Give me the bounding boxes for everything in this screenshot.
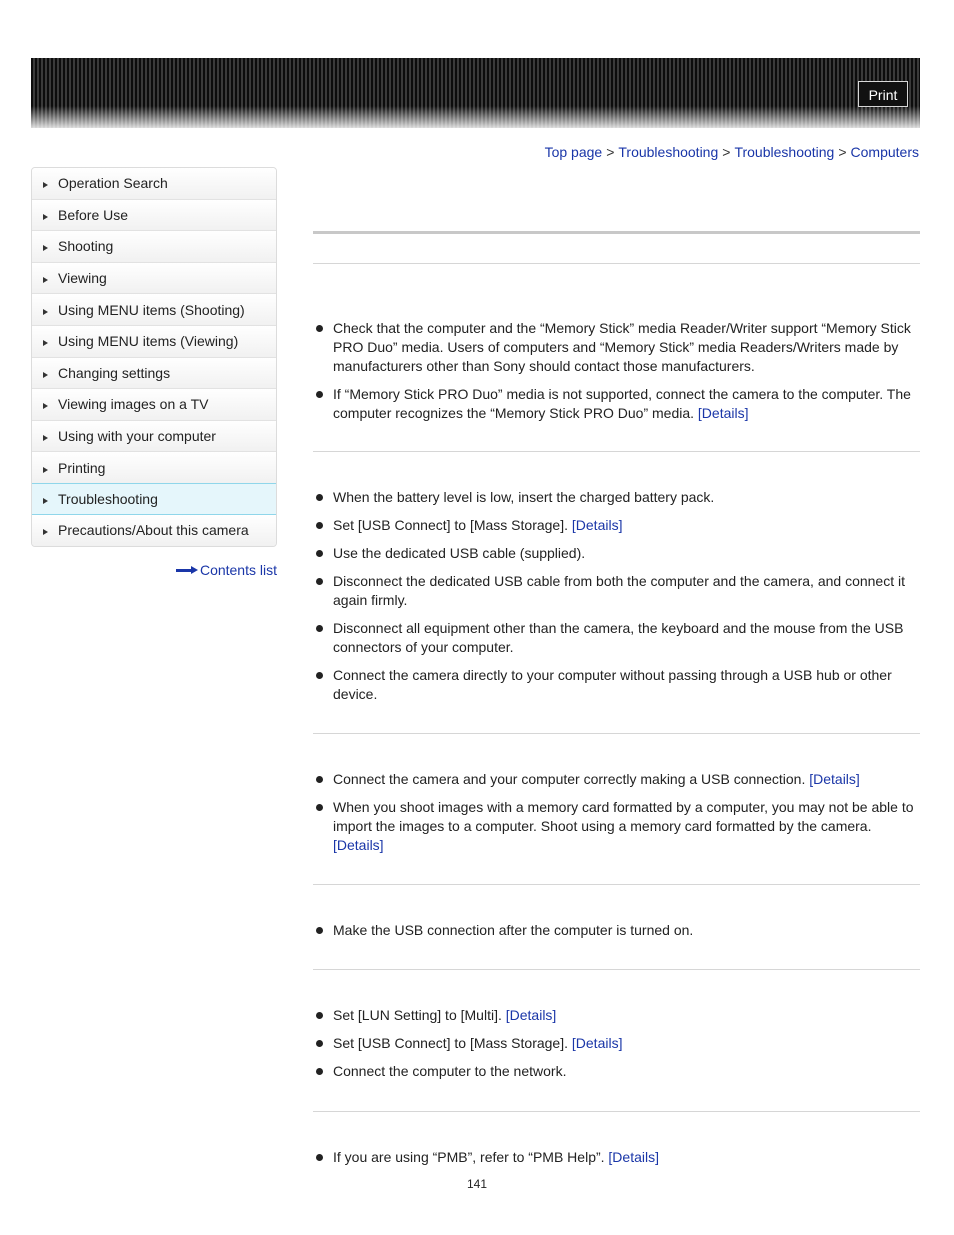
item-text: Check that the computer and the “Memory Stick” media Reader/Writer support “Memory Stick PRO Duo” media. Users of computers and “Memory Stick” media Readers/Writers made by manufacturers other than Sony should contact those manufacturers.	[333, 320, 911, 374]
details-link[interactable]: [Details]	[697, 405, 749, 421]
triangle-right-icon	[43, 340, 48, 346]
list-item	[313, 572, 920, 610]
contents-list-link[interactable]	[176, 562, 277, 578]
section-divider	[313, 451, 920, 452]
triangle-right-icon	[43, 277, 48, 283]
contents-list-label: Contents list	[199, 562, 277, 578]
sidebar-item-operation-search[interactable]	[32, 168, 276, 200]
item-text: Set [USB Connect] to [Mass Storage].	[333, 1035, 572, 1051]
list-item	[313, 666, 920, 704]
item-text: When you shoot images with a memory card formatted by a computer, you may not be able to import the images to a computer. Shoot using a memory card formatted by the camera.	[333, 799, 914, 834]
section-1-list	[313, 319, 920, 432]
triangle-right-icon	[43, 529, 48, 535]
item-text: Connect the camera and your computer correctly making a USB connection.	[333, 771, 810, 787]
list-item	[313, 1006, 920, 1025]
sidebar-nav	[31, 167, 277, 547]
item-text: Connect the computer to the network.	[333, 1063, 567, 1079]
sidebar-item-changing-settings[interactable]	[32, 358, 276, 390]
sidebar-item-label: Precautions/About this camera	[58, 522, 249, 539]
sidebar-item-precautions[interactable]	[32, 515, 276, 547]
list-item	[313, 319, 920, 376]
list-item	[313, 1148, 920, 1167]
sidebar-item-label: Viewing images on a TV	[58, 396, 209, 413]
details-link[interactable]: [Details]	[608, 1149, 659, 1165]
details-link[interactable]: [Details]	[333, 837, 384, 853]
triangle-right-icon	[43, 498, 48, 504]
sidebar-item-label: Using MENU items (Viewing)	[58, 333, 239, 350]
section-4-list	[313, 921, 920, 949]
item-text: If “Memory Stick PRO Duo” media is not supported, connect the camera to the computer. The computer recognizes the “Memory Stick PRO Duo” media.	[333, 386, 911, 421]
sidebar-item-label: Before Use	[58, 206, 129, 223]
breadcrumb-troubleshooting-sub[interactable]: Troubleshooting	[734, 144, 835, 160]
triangle-right-icon	[43, 245, 48, 251]
item-text: When the battery level is low, insert the charged battery pack.	[333, 489, 715, 505]
sidebar-item-label: Operation Search	[58, 175, 168, 192]
triangle-right-icon	[43, 182, 48, 188]
section-3-list	[313, 770, 920, 864]
breadcrumb-separator: >	[838, 144, 847, 160]
sidebar-item-label: Changing settings	[58, 364, 171, 381]
details-link[interactable]: [Details]	[505, 1007, 557, 1023]
sidebar-item-menu-viewing[interactable]	[32, 326, 276, 358]
item-text: Set [LUN Setting] to [Multi].	[333, 1007, 506, 1023]
sidebar-item-viewing[interactable]	[32, 263, 276, 295]
sidebar-item-printing[interactable]	[32, 452, 276, 484]
sidebar-item-label: Troubleshooting	[58, 490, 158, 507]
list-item	[313, 619, 920, 657]
list-item	[313, 544, 920, 563]
section-divider	[313, 969, 920, 970]
item-text: Set [USB Connect] to [Mass Storage].	[333, 517, 572, 533]
list-item	[313, 1062, 920, 1081]
list-item	[313, 1034, 920, 1053]
sidebar-item-using-computer[interactable]	[32, 421, 276, 453]
section-6-list	[313, 1148, 920, 1176]
breadcrumb-separator: >	[606, 144, 615, 160]
triangle-right-icon	[43, 372, 48, 378]
section-divider	[313, 1111, 920, 1112]
sidebar-item-label: Using MENU items (Shooting)	[58, 301, 245, 318]
sidebar-item-label: Viewing	[58, 270, 107, 287]
triangle-right-icon	[43, 214, 48, 220]
breadcrumb-computers[interactable]: Computers	[850, 144, 919, 160]
details-link[interactable]: [Details]	[571, 517, 623, 533]
arrow-right-icon	[176, 565, 198, 575]
list-item	[313, 385, 920, 423]
item-text: Connect the camera directly to your computer without passing through a USB hub or other device.	[333, 667, 892, 702]
list-item	[313, 798, 920, 855]
breadcrumb	[545, 144, 919, 160]
triangle-right-icon	[43, 435, 48, 441]
triangle-right-icon	[43, 403, 48, 409]
breadcrumb-top-page[interactable]: Top page	[544, 144, 603, 160]
item-text: Use the dedicated USB cable (supplied).	[333, 545, 586, 561]
list-item	[313, 921, 920, 940]
section-divider	[313, 884, 920, 885]
page-number: 141	[466, 1177, 488, 1191]
sidebar-item-label: Using with your computer	[58, 428, 216, 445]
breadcrumb-troubleshooting[interactable]: Troubleshooting	[618, 144, 719, 160]
section-divider	[313, 263, 920, 264]
item-text: Make the USB connection after the computer is turned on.	[333, 922, 694, 938]
item-text: If you are using “PMB”, refer to “PMB Help”.	[333, 1149, 609, 1165]
header-banner	[31, 58, 920, 128]
triangle-right-icon	[43, 467, 48, 473]
details-link[interactable]: [Details]	[809, 771, 860, 787]
sidebar-item-menu-shooting[interactable]	[32, 294, 276, 326]
sidebar-item-viewing-tv[interactable]	[32, 389, 276, 421]
sidebar-item-label: Printing	[58, 459, 106, 476]
sidebar-item-shooting[interactable]	[32, 231, 276, 263]
title-divider	[313, 231, 920, 234]
section-5-list	[313, 1006, 920, 1090]
list-item	[313, 770, 920, 789]
print-button[interactable]: Print	[858, 81, 908, 107]
sidebar-item-troubleshooting[interactable]	[31, 483, 277, 515]
sidebar-item-label: Shooting	[58, 238, 114, 255]
list-item	[313, 516, 920, 535]
triangle-right-icon	[43, 309, 48, 315]
list-item	[313, 488, 920, 507]
breadcrumb-separator: >	[722, 144, 731, 160]
section-2-list	[313, 488, 920, 713]
item-text: Disconnect all equipment other than the camera, the keyboard and the mouse from the USB connectors of your computer.	[333, 620, 904, 655]
details-link[interactable]: [Details]	[571, 1035, 623, 1051]
section-divider	[313, 733, 920, 734]
item-text: Disconnect the dedicated USB cable from both the computer and the camera, and connect it again firmly.	[333, 573, 905, 608]
sidebar-item-before-use[interactable]	[32, 200, 276, 232]
